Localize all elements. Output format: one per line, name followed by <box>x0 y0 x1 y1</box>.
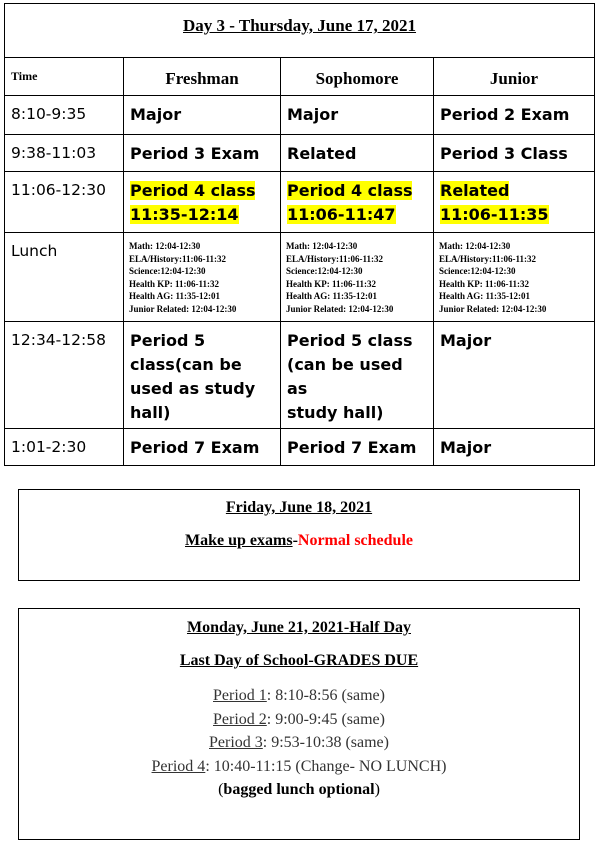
lunch-line: Math: 12:04-12:30 <box>439 241 511 251</box>
lunch-line: Health AG: 11:35-12:01 <box>286 291 377 301</box>
period-line <box>19 684 579 708</box>
period-time: : 10:40-11:15 (Change- NO LUNCH) <box>205 757 447 775</box>
lunch-line: ELA/History:11:06-11:32 <box>439 253 536 264</box>
sophomore-cell <box>281 322 434 429</box>
period-time: : 9:53-10:38 (same) <box>262 734 389 751</box>
day3-title: Day 3 - Thursday, June 17, 2021 <box>183 16 417 35</box>
table-row <box>5 322 595 429</box>
highlight: Period 4 class <box>130 181 256 200</box>
freshman-cell <box>124 322 281 429</box>
lunch-row <box>5 233 595 322</box>
period-line <box>19 731 579 755</box>
lunch-line: ELA/History:11:06-11:32 <box>286 253 383 264</box>
lunch-line: Health AG: 11:35-12:01 <box>129 291 220 301</box>
highlight: 11:35-12:14 <box>130 205 239 224</box>
day3-title-cell <box>5 4 595 58</box>
junior-cell: Period 2 Exam <box>434 96 595 135</box>
cell-line: study hall) <box>287 403 384 422</box>
junior-cell: Major <box>434 429 595 466</box>
cell-line: hall) <box>130 403 171 422</box>
lunch-line: Science:12:04-12:30 <box>129 266 206 276</box>
time-cell: Lunch <box>5 233 124 322</box>
cell-line: class(can be <box>130 355 242 374</box>
table-row <box>5 429 595 466</box>
highlight: 11:06-11:35 <box>440 205 549 224</box>
freshman-cell: Period 3 Exam <box>124 135 281 172</box>
header-sophomore: Sophomore <box>281 58 434 96</box>
period-label: Period 4 <box>151 757 206 775</box>
time-cell: 8:10-9:35 <box>5 96 124 135</box>
period-line <box>19 755 579 779</box>
cell-line: used as study <box>130 379 256 398</box>
cell-line: Period 5 <box>130 331 206 350</box>
sophomore-cell: Major <box>281 96 434 135</box>
period-label: Period 1 <box>213 687 267 704</box>
monday-title: Monday, June 21, 2021-Half Day <box>186 619 411 636</box>
period-label: Period 3 <box>209 734 263 751</box>
time-cell: 12:34-12:58 <box>5 322 124 429</box>
lunch-line: Health KP: 11:06-11:32 <box>439 278 529 289</box>
note-text: bagged lunch optional <box>223 781 375 798</box>
lunch-cell-junior <box>434 233 595 322</box>
freshman-cell: Major <box>124 96 281 135</box>
period-time: : 8:10-8:56 (same) <box>266 687 385 704</box>
freshman-cell: Period 7 Exam <box>124 429 281 466</box>
dash: - <box>292 532 298 549</box>
day3-schedule-table <box>4 3 595 466</box>
period-time: : 9:00-9:45 (same) <box>266 710 385 728</box>
lunch-cell-sophomore <box>281 233 434 322</box>
time-cell: 9:38-11:03 <box>5 135 124 172</box>
lunch-line: Math: 12:04-12:30 <box>286 241 358 251</box>
lunch-line: ELA/History:11:06-11:32 <box>129 253 226 264</box>
freshman-cell <box>124 172 281 233</box>
time-cell: 11:06-12:30 <box>5 172 124 233</box>
lunch-line: Junior Related: 12:04-12:30 <box>129 303 237 314</box>
time-cell: 1:01-2:30 <box>5 429 124 466</box>
cell-line: (can be used as <box>287 355 403 398</box>
header-row <box>5 58 595 96</box>
header-freshman: Freshman <box>124 58 281 96</box>
highlight: Related <box>440 181 510 200</box>
friday-box <box>18 489 580 581</box>
paren: ( <box>218 781 224 798</box>
highlight: Period 4 class <box>287 181 413 200</box>
table-row <box>5 135 595 172</box>
lunch-line: Science:12:04-12:30 <box>286 266 363 276</box>
paren: ) <box>374 781 380 798</box>
period-label: Period 2 <box>213 710 267 728</box>
highlight: 11:06-11:47 <box>287 205 396 224</box>
monday-subtitle: Last Day of School-GRADES DUE <box>179 652 419 669</box>
bagged-lunch-note <box>19 778 579 801</box>
sophomore-cell: Period 7 Exam <box>281 429 434 466</box>
junior-cell: Period 3 Class <box>434 135 595 172</box>
lunch-line: Health KP: 11:06-11:32 <box>286 278 376 289</box>
table-row <box>5 96 595 135</box>
friday-line <box>19 532 579 550</box>
monday-box <box>18 608 580 840</box>
sophomore-cell <box>281 172 434 233</box>
lunch-cell-freshman <box>124 233 281 322</box>
lunch-line: Junior Related: 12:04-12:30 <box>439 303 547 314</box>
period-line <box>19 708 579 732</box>
lunch-line: Health KP: 11:06-11:32 <box>129 278 219 289</box>
junior-cell <box>434 172 595 233</box>
lunch-line: Math: 12:04-12:30 <box>129 241 201 251</box>
header-junior: Junior <box>434 58 595 96</box>
sophomore-cell: Related <box>281 135 434 172</box>
header-time: Time <box>5 58 124 96</box>
junior-cell: Major <box>434 322 595 429</box>
lunch-line: Junior Related: 12:04-12:30 <box>286 303 394 314</box>
cell-line: Period 5 class <box>287 331 413 350</box>
lunch-line: Health AG: 11:35-12:01 <box>439 291 530 301</box>
makeup-exams: Make up exams <box>185 532 293 549</box>
table-row <box>5 172 595 233</box>
friday-title: Friday, June 18, 2021 <box>225 499 373 516</box>
normal-schedule: Normal schedule <box>297 532 413 549</box>
lunch-line: Science:12:04-12:30 <box>439 266 516 276</box>
